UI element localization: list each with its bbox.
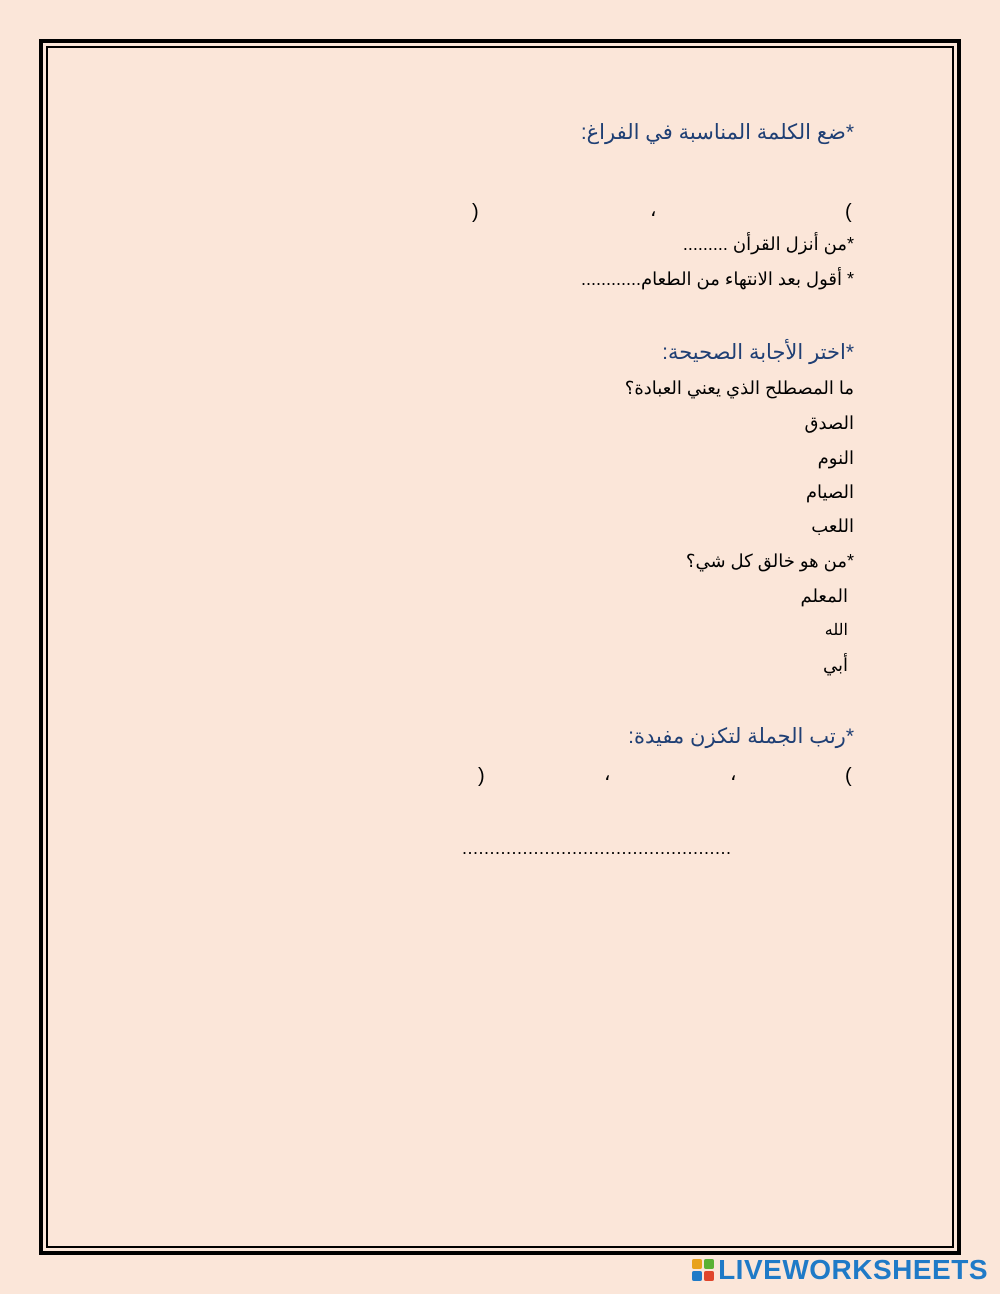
sentence-answer-blank[interactable]: .................................................: [462, 838, 732, 858]
section2-heading: *اختر الأجابة الصحيحة:: [662, 341, 854, 364]
sentence-separator-1: ،: [730, 763, 737, 785]
mcq2-option-1[interactable]: المعلم: [800, 586, 848, 606]
word-bank-close-bracket: ): [472, 201, 479, 223]
mcq2-option-2[interactable]: الله: [824, 622, 848, 639]
mcq-question-1: ما المصطلح الذي يعني العبادة؟: [624, 378, 854, 398]
liveworksheets-wordmark: LIVEWORKSHEETS: [718, 1254, 988, 1285]
word-bank-open-bracket: (: [845, 201, 852, 223]
page-border-inner: [46, 46, 954, 1248]
mcq1-option-4[interactable]: اللعب: [811, 516, 854, 536]
sentence-close-bracket: ): [478, 765, 485, 787]
mcq1-option-1[interactable]: الصدق: [804, 413, 854, 433]
mcq2-option-3[interactable]: أبي: [822, 655, 848, 675]
liveworksheets-logo-icon: [692, 1259, 714, 1281]
fill-blank-question-1[interactable]: *من أنزل القرأن .........: [682, 234, 854, 254]
sentence-separator-2: ،: [604, 763, 611, 785]
fill-blank-question-2[interactable]: * أقول بعد الانتهاء من الطعام............: [580, 269, 854, 289]
word-bank-separator: ،: [650, 199, 657, 221]
mcq-question-2: *من هو خالق كل شي؟: [685, 551, 854, 571]
sentence-open-bracket: (: [845, 765, 852, 787]
liveworksheets-brand[interactable]: [692, 1254, 988, 1286]
section1-heading: *ضع الكلمة المناسبة في الفراغ:: [580, 121, 854, 144]
mcq1-option-3[interactable]: الصيام: [805, 482, 854, 502]
section3-heading: *رتب الجملة لتكزن مفيدة:: [628, 725, 854, 748]
mcq1-option-2[interactable]: النوم: [817, 448, 854, 468]
